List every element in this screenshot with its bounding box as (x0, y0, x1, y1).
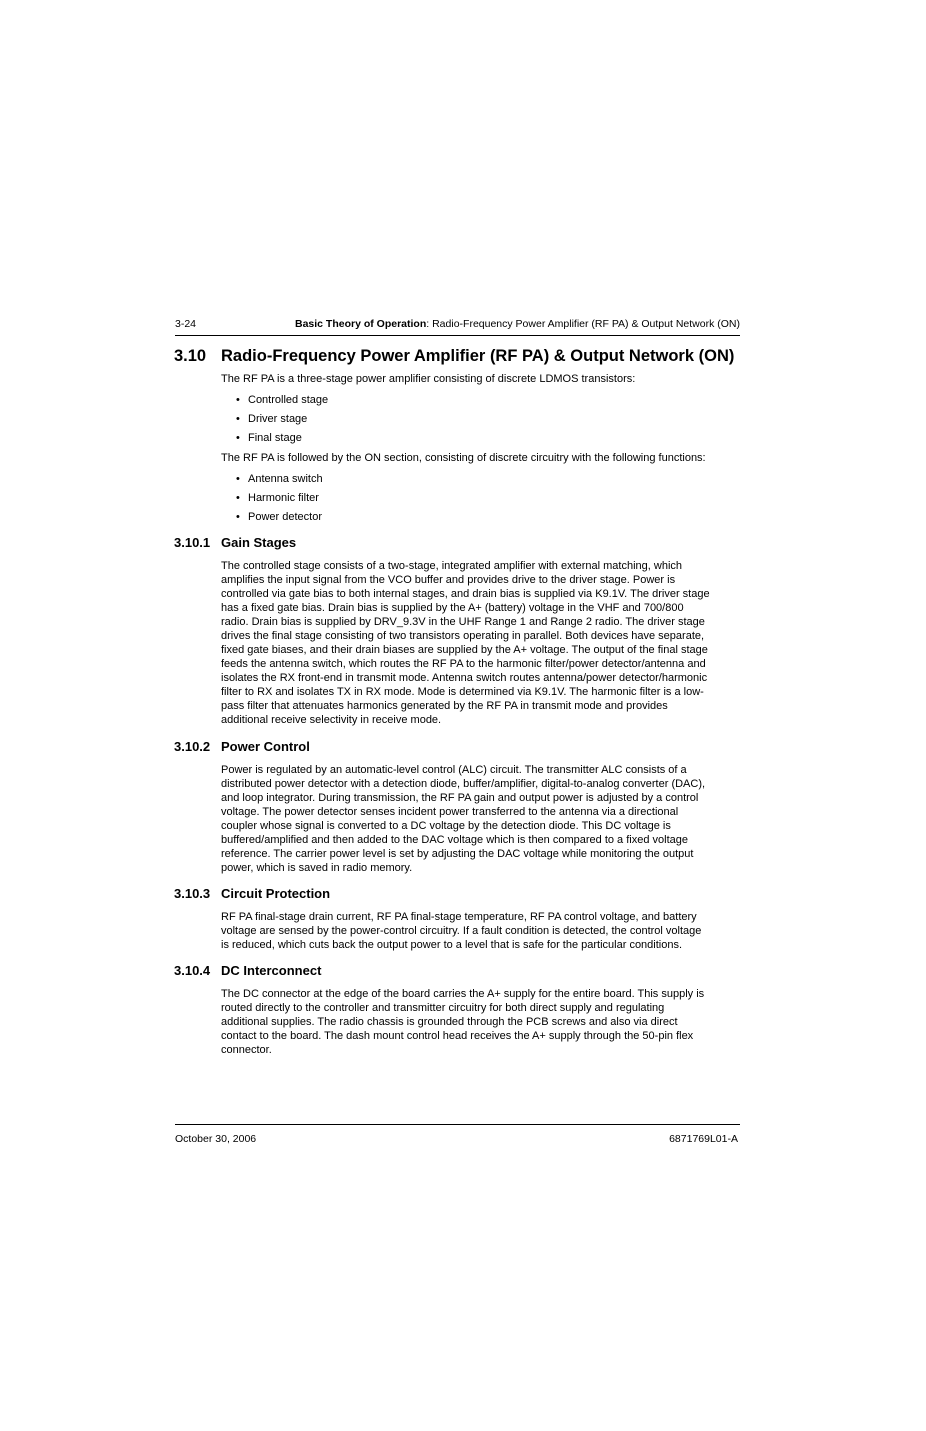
subsection-number: 3.10.1 (174, 535, 211, 550)
section-heading (174, 347, 734, 366)
subsection-heading-dc-interconnect (174, 963, 321, 978)
list-item: • Final stage (236, 432, 302, 444)
on-intro-paragraph (221, 451, 741, 465)
bullet: • (236, 432, 240, 444)
list-item: • Controlled stage (236, 394, 329, 406)
subsection-title: Gain Stages (221, 535, 297, 550)
running-title (295, 318, 740, 330)
gain-stages-paragraph: The controlled stage consists of a two-stage, integrated amplifier with external matching, which amplifies the input signal from the VCO buffer and provides drive to the driver stage. Power is controlled via gate bias to both internal stages, and drain bias is supplied via K9.1V. The driver stage has a fixed gate bias. Drain bias is supplied by the A+ (battery) voltage in the VHF and 700/800 radio. Drain bias is supplied by DRV_9.3V in the UHF Range 1 and Range 2 radio. The driver stage drives the final stage consisting of two transistors operating in parallel. Both devices have separate, fixed gate biases, and their drain biases are supplied by the A+ voltage. The output of the final stage feeds the antenna switch, which routes the RF PA to the harmonic filter/power detector/antenna and isolates the RX front-end in transmit mode. Antenna switch routes antenna/power detector/harmonic filter to RX and isolates TX in RX mode. Mode is determined via K9.1V. The harmonic filter is a low- pass filter that attenuates harmonics generated by the RF PA in transmit mode and provides additional receive selectivity in receive mode. (221, 560, 710, 726)
stages-list (236, 393, 328, 450)
power-control-paragraph: Power is regulated by an automatic-level control (ALC) circuit. The transmitter ALC consists of a distributed power detector with a detection diode, buffer/amplifier, digital-to-analog converter (DAC), and loop integrator. During transmission, the RF PA gain and output power is adjusted by a control voltage. The power detector senses incident power transferred to the antenna via a directional coupler whose signal is converted to a DC voltage by the detection diode. This DC voltage is buffered/amplified and then added to the DAC voltage which is then compared to a fixed voltage reference. The carrier power level is set by adjusting the DAC voltage while monitoring the output power, which is saved in radio memory. (221, 764, 706, 874)
section-intro-paragraph (221, 372, 741, 386)
dc-interconnect-paragraph: The DC connector at the edge of the board carries the A+ supply for the entire board. This supply is routed directly to the controller and transmitter circuitry for both direct supply and regulating additional supplies. The radio chassis is grounded through the PCB screws and also via direct contact to the board. The dash mount control head receives the A+ supply through the 50-pin flex connector. (221, 988, 705, 1056)
subsection-title: Circuit Protection (221, 886, 331, 901)
list-item: • Harmonic filter (236, 492, 319, 504)
page-header (175, 317, 740, 336)
bullet: • (236, 413, 240, 425)
bullet: • (236, 511, 240, 523)
page-number: 3-24 (175, 318, 197, 330)
subsection-heading-circuit-protection (174, 886, 330, 901)
footer-doc-number: 6871769L01-A (669, 1133, 738, 1145)
running-title-bold: Basic Theory of Operation (294, 318, 427, 330)
functions-list (236, 472, 323, 529)
page-footer (175, 1124, 740, 1149)
list-item: • Power detector (236, 511, 322, 523)
subsection-title: Power Control (221, 739, 310, 754)
on-intro: The RF PA is followed by the ON section, consisting of discrete circuitry with the following functions: (221, 452, 706, 464)
subsection-heading-power-control (174, 739, 310, 754)
footer-date: October 30, 2006 (175, 1133, 257, 1145)
bullet: • (236, 492, 240, 504)
subsection-number: 3.10.2 (174, 739, 211, 754)
bullet: • (236, 473, 240, 485)
subsection-heading-gain-stages (174, 535, 296, 550)
subsection-number: 3.10.3 (174, 886, 211, 901)
list-item: • Antenna switch (236, 473, 323, 485)
bullet: • (236, 394, 240, 406)
list-item: • Driver stage (236, 413, 308, 425)
subsection-title: DC Interconnect (221, 963, 322, 978)
section-intro: The RF PA is a three-stage power amplifier consisting of discrete LDMOS transistors: (221, 373, 636, 385)
section-title: Radio-Frequency Power Amplifier (RF PA) & Output Network (ON) (221, 347, 735, 365)
section-number: 3.10 (174, 347, 207, 365)
subsection-number: 3.10.4 (174, 963, 211, 978)
running-title-rest: : Radio-Frequency Power Amplifier (RF PA) & Output Network (ON) (426, 318, 740, 330)
circuit-protection-paragraph: RF PA final-stage drain current, RF PA final-stage temperature, RF PA control voltage, and battery voltage are sensed by the power-control circuitry. If a fault condition is detected, the control voltage is reduced, which cuts back the output power to a level that is safe for the particular conditions. (221, 911, 702, 951)
